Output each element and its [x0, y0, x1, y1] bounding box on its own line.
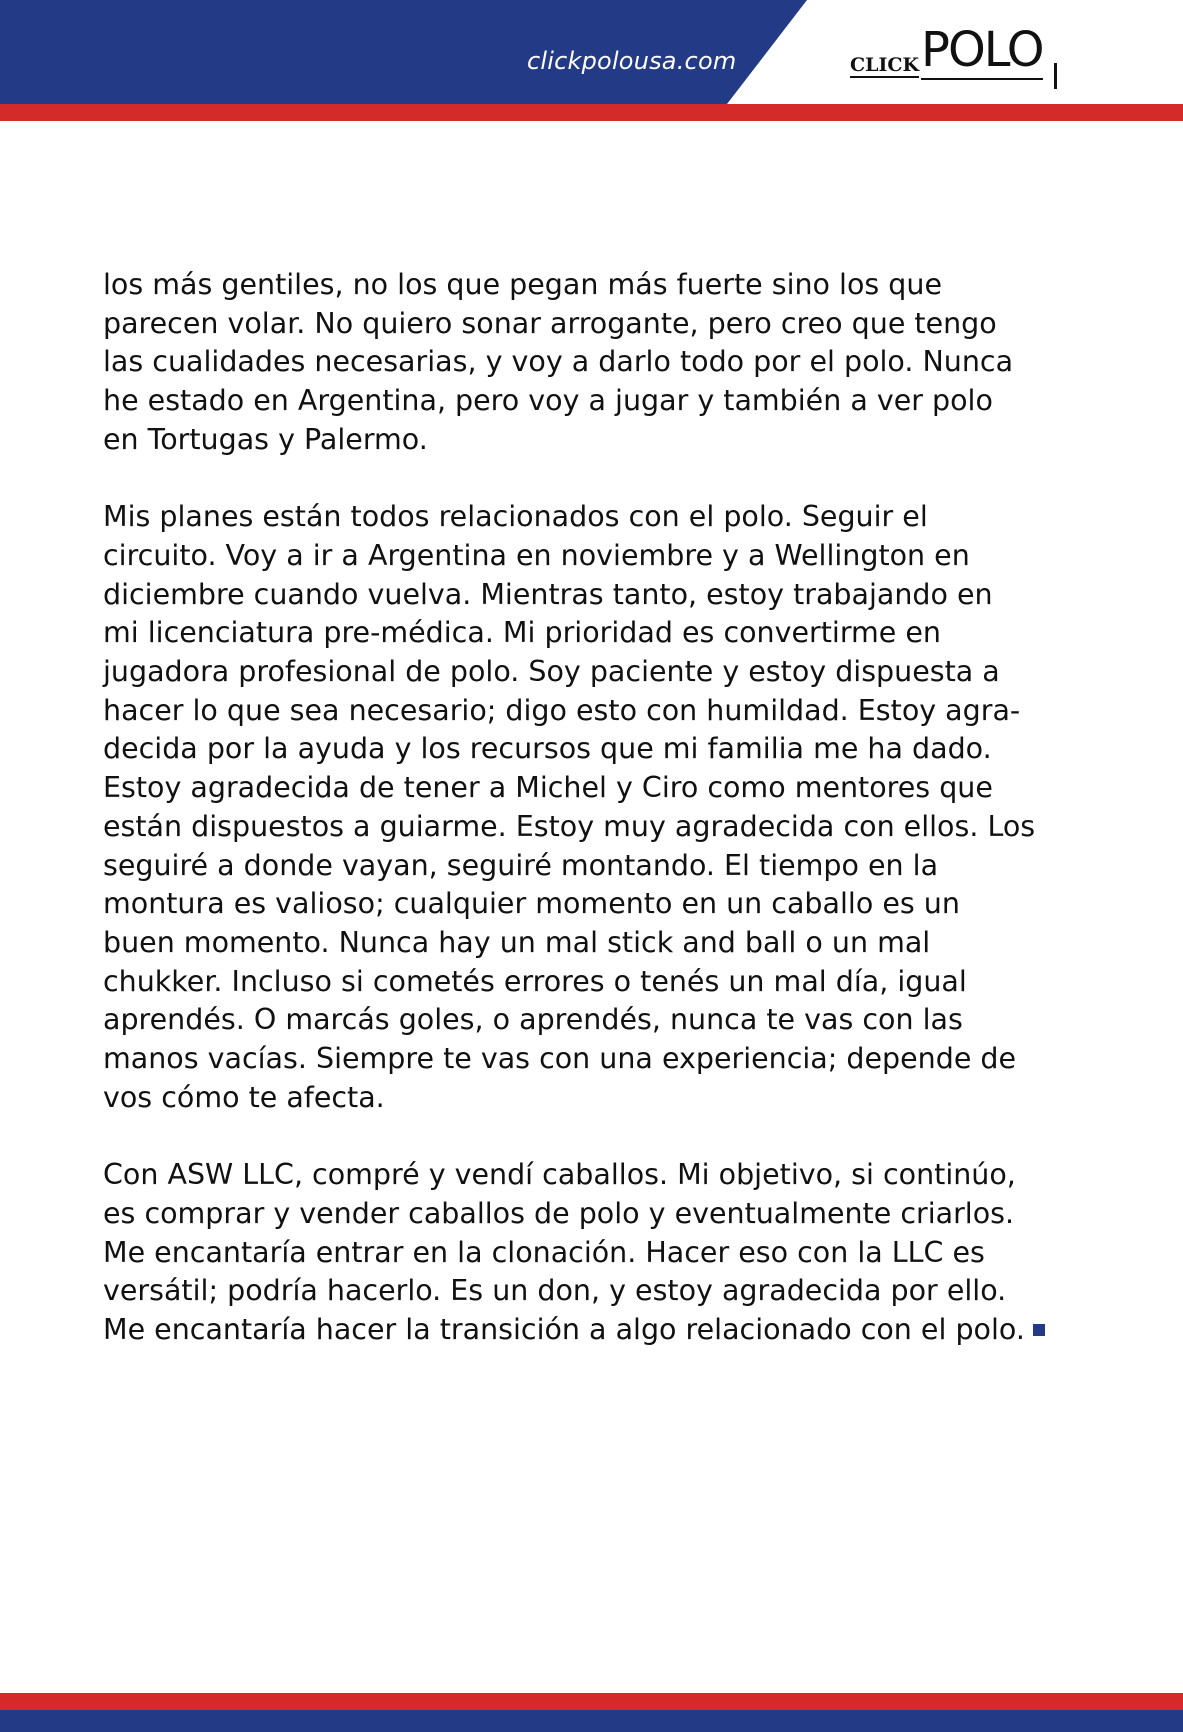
- footer-red-stripe: [0, 1693, 1183, 1710]
- clickpolo-logo: [850, 23, 1060, 93]
- end-of-article-square-icon: [1033, 1324, 1045, 1336]
- article-paragraph-2: Mis planes están todos relacionados con el polo. Seguir el circuito. Voy a ir a Argentina en noviembre y a Wellington en diciembre cuando vuelva. Mientras tanto, estoy trabajando en mi licenciatura pre-médica. Mi prioridad es convertirme en jugadora profesional de polo. Soy paciente y estoy dispuesta a hacer lo que sea necesario; digo esto con humildad. Estoy agra- decida por la ayuda y los recursos que mi familia me ha dado. Estoy agradecida de tener a Michel y Ciro como mentores que están dispuestos a guiarme. Estoy muy agradecida con ellos. Los seguiré a donde vayan, seguiré montando. El tiempo en la montura es valioso; cualquier momento en un caballo es un buen momento. Nunca hay un mal stick and ball o un mal chukker. Incluso si cometés errores o tenés un mal día, igual aprendés. O marcás goles, o aprendés, nunca te vas con las manos vacías. Siempre te vas con una experiencia; depende de vos cómo te afecta.: [103, 500, 1036, 1114]
- article-body: [103, 266, 1083, 1388]
- logo-polo-text: POLO: [921, 22, 1043, 78]
- page-footer: [0, 1693, 1183, 1732]
- footer-blue-band: [0, 1710, 1183, 1732]
- article-paragraph-3: [103, 1156, 1083, 1350]
- article-paragraph-1: los más gentiles, no los que pegan más fuerte sino los que parecen volar. No quiero sonar arrogante, pero creo que tengo las cualidades necesarias, y voy a darlo todo por el polo. Nunca he estado en Argentina, pero voy a jugar y también a ver polo en Tortugas y Palermo.: [103, 268, 1014, 456]
- logo-click-text: CLICK: [850, 54, 920, 76]
- page-header: [0, 0, 1183, 122]
- logo-tick-mark: [1054, 63, 1057, 89]
- site-url[interactable]: clickpolousa.com: [527, 47, 737, 75]
- article-paragraph-3-text: Con ASW LLC, compré y vendí caballos. Mi objetivo, si continúo, es comprar y vender caballos de polo y eventualmente criarlos. Me encantaría entrar en la clonación. Hacer eso con la LLC es versátil; podría hacerlo. Es un don, y estoy agradecida por ello. Me encantaría hacer la transición a algo relacionado con el polo.: [103, 1158, 1025, 1346]
- header-red-stripe: [0, 104, 1183, 121]
